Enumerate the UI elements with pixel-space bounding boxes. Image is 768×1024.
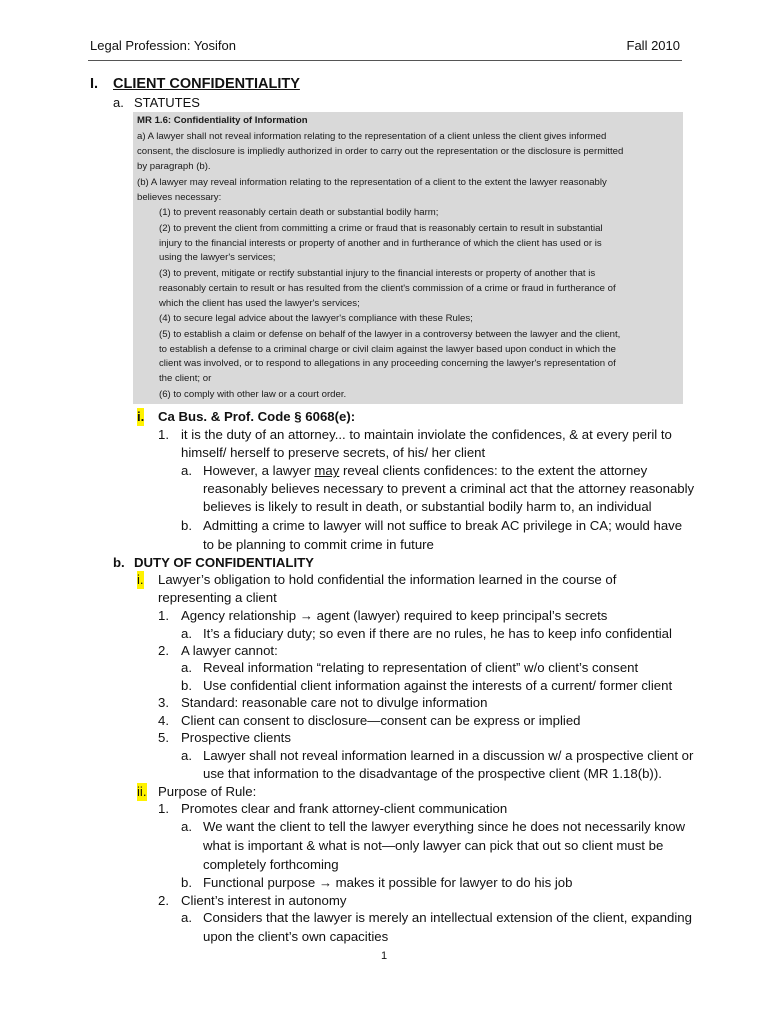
list-item: Considers that the lawyer is merely an intellectual extension of the client, expanding [203, 910, 692, 925]
statute-item-2: using the lawyer's services; [159, 252, 276, 263]
subsection-statutes [113, 95, 200, 110]
subsection-duty-title: DUTY OF CONFIDENTIALITY [134, 555, 314, 570]
ca-item-number: 1. [158, 427, 169, 442]
duty-i-text: Lawyer’s obligation to hold confidential the information learned in the course of [158, 572, 617, 587]
statute-item-5: to establish a defense to a criminal charge or civil claim against the lawyer based upon conduct in which the [159, 344, 617, 355]
statute-item-5: the client; or [159, 373, 212, 384]
list-label: b. [181, 678, 192, 693]
list-item: We want the client to tell the lawyer everything since he does not necessarily know [203, 819, 686, 834]
list-label: 5. [158, 730, 169, 745]
statute-item-4: (4) to secure legal advice about the lawyer's compliance with these Rules; [159, 313, 473, 324]
ca-sub-text: to be planning to commit crime in future [203, 537, 434, 552]
statute-a-line: consent, the disclosure is impliedly authorized in order to carry out the representation or the disclosure is permitted [137, 146, 624, 157]
statute-item-5: client was involved, or to respond to allegations in any proceeding concerning the lawyer's representation of [159, 358, 616, 369]
page-number: 1 [380, 950, 388, 962]
subsection-label: b. [113, 555, 125, 570]
statute-b-line: believes necessary: [137, 192, 222, 203]
list-item: completely forthcoming [203, 857, 339, 872]
ca-sub-label: a. [181, 463, 192, 478]
ca-sub-label: b. [181, 518, 192, 533]
list-label: a. [181, 748, 192, 763]
statute-item-2: injury to the financial interests or property of another and in furtherance of which the client has used or is [159, 238, 602, 249]
list-item: Client’s interest in autonomy [181, 893, 347, 908]
list-item: Agency relationship → agent (lawyer) required to keep principal’s secrets [181, 608, 608, 623]
statute-item-1: (1) to prevent reasonably certain death or substantial bodily harm; [159, 207, 439, 218]
statute-item-3: reasonably certain to result or has resulted from the client's commission of a crime or fraud in furtherance of [159, 283, 616, 294]
list-label: 2. [158, 893, 169, 908]
list-item: Reveal information “relating to representation of client” w/o client’s consent [203, 660, 639, 675]
page-header [90, 38, 680, 58]
list-item: what is important & what is not—only lawyer can pick that out so client must be [203, 838, 664, 853]
ca-code-title: Ca Bus. & Prof. Code § 6068(e): [158, 409, 356, 424]
list-item: upon the client’s own capacities [203, 929, 389, 944]
list-item: Prospective clients [181, 730, 291, 745]
list-item: Use confidential client information against the interests of a current/ former client [203, 678, 673, 693]
list-label: a. [181, 910, 192, 925]
section-title: CLIENT CONFIDENTIALITY [113, 76, 300, 92]
statute-box [133, 112, 683, 404]
ca-sub-text: Admitting a crime to lawyer will not suffice to break AC privilege in CA; would have [203, 518, 683, 533]
statute-a-line: a) A lawyer shall not reveal information relating to the representation of a client unless the client gives informed [137, 131, 607, 142]
list-item: use that information to the disadvantage of the prospective client (MR 1.18(b)). [203, 766, 662, 781]
ca-code-number: i. [137, 409, 145, 424]
duty-i-number: i. [137, 572, 144, 587]
statute-item-3: which the client has used the lawyer's services; [159, 298, 360, 309]
statute-title [137, 114, 308, 129]
list-label: b. [181, 875, 192, 890]
ca-item-text: himself/ herself to preserve secrets, of his/ her client [181, 445, 486, 460]
duty-i-text: representing a client [158, 590, 277, 605]
list-label: 3. [158, 695, 169, 710]
statute-item-5: (5) to establish a claim or defense on behalf of the lawyer in a controversy between the lawyer and the client, [159, 329, 621, 340]
list-label: a. [181, 626, 192, 641]
list-label: a. [181, 819, 192, 834]
purpose-title: Purpose of Rule: [158, 784, 257, 799]
header-term: Fall 2010 [626, 38, 680, 53]
list-item: Lawyer shall not reveal information learned in a discussion w/ a prospective client or [203, 748, 694, 763]
list-item: Functional purpose → makes it possible for lawyer to do his job [203, 875, 573, 890]
statute-item-2: (2) to prevent the client from committing a crime or fraud that is reasonably certain to result in substantial [159, 223, 603, 234]
statute-item-6: (6) to comply with other law or a court order. [159, 389, 347, 400]
list-label: 4. [158, 713, 169, 728]
ca-item-text: it is the duty of an attorney... to maintain inviolate the confidences, & at every peril to [181, 427, 672, 442]
purpose-number: ii. [137, 784, 147, 799]
statute-b-line: (b) A lawyer may reveal information relating to the representation of a client to the extent the lawyer reasonably [137, 177, 607, 188]
statute-title-text: MR 1.6: Confidentiality of Information [137, 115, 308, 126]
statute-item-3: (3) to prevent, mitigate or rectify substantial injury to the financial interests or property of another that is [159, 268, 596, 279]
list-label: 1. [158, 801, 169, 816]
statute-a-line: by paragraph (b). [137, 161, 211, 172]
ca-sub-text: believes is likely to result in death, or substantial bodily harm to, an individual [203, 499, 652, 514]
ca-sub-text-emphasis: may [314, 463, 340, 478]
ca-sub-text-pre: However, a lawyer [203, 463, 315, 478]
subsection-title: STATUTES [134, 95, 200, 110]
ca-sub-text [203, 462, 647, 480]
list-label: 1. [158, 608, 169, 623]
list-item: Client can consent to disclosure—consent can be express or implied [181, 713, 581, 728]
list-item: A lawyer cannot: [181, 643, 278, 658]
header-course: Legal Profession: Yosifon [90, 38, 236, 53]
ca-sub-text: reasonably believes necessary to prevent a criminal act that the attorney reasonably [203, 481, 695, 496]
list-label: 2. [158, 643, 169, 658]
list-label: a. [181, 660, 192, 675]
header-rule [88, 60, 682, 61]
subsection-label: a. [113, 95, 124, 110]
list-item: Promotes clear and frank attorney-client communication [181, 801, 508, 816]
ca-sub-text-post: reveal clients confidences: to the extent the attorney [339, 463, 648, 478]
list-item: It’s a fiduciary duty; so even if there are no rules, he has to keep info confidential [203, 626, 672, 641]
section-number: I. [90, 76, 99, 92]
list-item: Standard: reasonable care not to divulge information [181, 695, 488, 710]
